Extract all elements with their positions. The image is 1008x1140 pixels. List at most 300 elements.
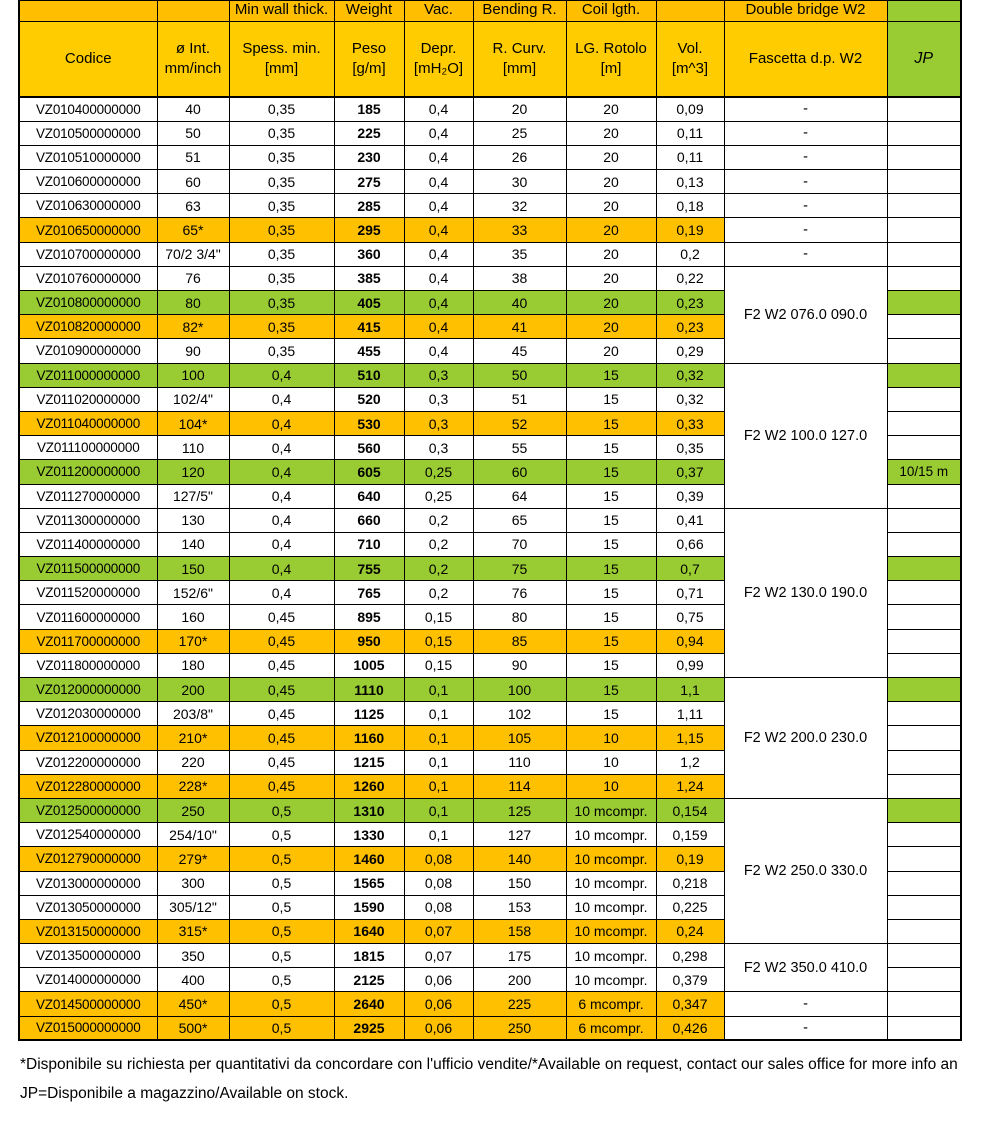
- cell-diameter: 228*: [157, 774, 229, 798]
- cell-code: VZ011600000000: [19, 605, 157, 629]
- cell-jp: [887, 291, 961, 315]
- cell-coil-length: 20: [566, 291, 656, 315]
- cell-fascetta-dash: -: [724, 97, 887, 121]
- cell-volume: 0,298: [656, 944, 724, 968]
- cell-bending-radius: 60: [473, 460, 566, 484]
- cell-jp: [887, 847, 961, 871]
- cell-min-wall-thickness: 0,35: [229, 218, 334, 242]
- cell-volume: 0,99: [656, 653, 724, 677]
- cell-bending-radius: 200: [473, 968, 566, 992]
- cell-vacuum: 0,07: [404, 944, 473, 968]
- column-header-1: [157, 22, 229, 98]
- cell-fascetta-group: F2 W2 130.0 190.0: [724, 508, 887, 677]
- cell-jp: [887, 750, 961, 774]
- cell-coil-length: 15: [566, 678, 656, 702]
- cell-weight: 1640: [334, 919, 404, 943]
- cell-vacuum: 0,3: [404, 411, 473, 435]
- column-header-label: Peso: [351, 40, 387, 57]
- column-header-6: [566, 22, 656, 98]
- cell-weight: 185: [334, 97, 404, 121]
- header-en-cell-4: [404, 1, 473, 22]
- column-header-label: R. Curv.: [492, 40, 547, 57]
- column-header-7: [656, 22, 724, 98]
- cell-jp: [887, 605, 961, 629]
- column-header-4: [404, 22, 473, 98]
- cell-jp: 10/15 m: [887, 460, 961, 484]
- cell-volume: 0,33: [656, 411, 724, 435]
- cell-min-wall-thickness: 0,4: [229, 557, 334, 581]
- column-header-label: LG. Rotolo: [575, 40, 647, 57]
- cell-min-wall-thickness: 0,4: [229, 508, 334, 532]
- cell-code: VZ011400000000: [19, 532, 157, 556]
- cell-bending-radius: 125: [473, 798, 566, 822]
- cell-min-wall-thickness: 0,45: [229, 678, 334, 702]
- cell-min-wall-thickness: 0,45: [229, 726, 334, 750]
- cell-diameter: 220: [157, 750, 229, 774]
- header-en-label: Min wall thick.: [234, 1, 329, 18]
- table-row: [19, 121, 961, 145]
- cell-volume: 0,11: [656, 145, 724, 169]
- cell-vacuum: 0,4: [404, 170, 473, 194]
- cell-jp: [887, 557, 961, 581]
- cell-bending-radius: 65: [473, 508, 566, 532]
- cell-weight: 1460: [334, 847, 404, 871]
- cell-code: VZ010820000000: [19, 315, 157, 339]
- cell-weight: 2125: [334, 968, 404, 992]
- cell-bending-radius: 75: [473, 557, 566, 581]
- column-header-label: Spess. min.: [242, 40, 321, 57]
- column-header-label: Depr.: [420, 40, 457, 57]
- cell-diameter: 82*: [157, 315, 229, 339]
- cell-volume: 0,23: [656, 315, 724, 339]
- cell-jp: [887, 653, 961, 677]
- cell-volume: 0,159: [656, 823, 724, 847]
- column-header-label: Fascetta d.p. W2: [748, 50, 863, 67]
- cell-code: VZ011270000000: [19, 484, 157, 508]
- cell-jp: [887, 798, 961, 822]
- cell-bending-radius: 20: [473, 97, 566, 121]
- cell-code: VZ010650000000: [19, 218, 157, 242]
- header-en-cell-7: [656, 1, 724, 22]
- column-header-label: ø Int.: [175, 40, 211, 57]
- cell-weight: 455: [334, 339, 404, 363]
- table-row: [19, 145, 961, 169]
- cell-diameter: 70/2 3/4": [157, 242, 229, 266]
- cell-coil-length: 10 mcompr.: [566, 968, 656, 992]
- cell-bending-radius: 102: [473, 702, 566, 726]
- column-header-label: [mm]: [264, 60, 299, 77]
- cell-volume: 0,2: [656, 242, 724, 266]
- cell-min-wall-thickness: 0,45: [229, 774, 334, 798]
- cell-diameter: 150: [157, 557, 229, 581]
- cell-diameter: 140: [157, 532, 229, 556]
- cell-vacuum: 0,15: [404, 605, 473, 629]
- cell-coil-length: 20: [566, 121, 656, 145]
- cell-vacuum: 0,1: [404, 774, 473, 798]
- cell-bending-radius: 150: [473, 871, 566, 895]
- cell-diameter: 279*: [157, 847, 229, 871]
- cell-code: VZ011300000000: [19, 508, 157, 532]
- cell-vacuum: 0,08: [404, 895, 473, 919]
- cell-vacuum: 0,07: [404, 919, 473, 943]
- cell-weight: 1125: [334, 702, 404, 726]
- cell-diameter: 500*: [157, 1016, 229, 1040]
- cell-weight: 385: [334, 266, 404, 290]
- table-row: [19, 194, 961, 218]
- cell-volume: 0,7: [656, 557, 724, 581]
- cell-jp: [887, 97, 961, 121]
- cell-diameter: 160: [157, 605, 229, 629]
- cell-volume: 0,347: [656, 992, 724, 1016]
- cell-vacuum: 0,15: [404, 629, 473, 653]
- cell-vacuum: 0,3: [404, 363, 473, 387]
- cell-code: VZ011500000000: [19, 557, 157, 581]
- cell-min-wall-thickness: 0,4: [229, 363, 334, 387]
- cell-volume: 0,426: [656, 1016, 724, 1040]
- cell-jp: [887, 339, 961, 363]
- cell-code: VZ010510000000: [19, 145, 157, 169]
- cell-fascetta-dash: -: [724, 218, 887, 242]
- cell-weight: 755: [334, 557, 404, 581]
- cell-diameter: 180: [157, 653, 229, 677]
- cell-jp: [887, 266, 961, 290]
- cell-diameter: 65*: [157, 218, 229, 242]
- cell-volume: 0,32: [656, 363, 724, 387]
- cell-min-wall-thickness: 0,45: [229, 702, 334, 726]
- cell-coil-length: 15: [566, 605, 656, 629]
- cell-min-wall-thickness: 0,5: [229, 919, 334, 943]
- cell-volume: 0,29: [656, 339, 724, 363]
- cell-code: VZ012280000000: [19, 774, 157, 798]
- cell-coil-length: 15: [566, 557, 656, 581]
- cell-vacuum: 0,4: [404, 97, 473, 121]
- cell-coil-length: 10: [566, 774, 656, 798]
- cell-code: VZ011040000000: [19, 411, 157, 435]
- cell-fascetta-dash: -: [724, 1016, 887, 1040]
- cell-diameter: 100: [157, 363, 229, 387]
- cell-vacuum: 0,4: [404, 266, 473, 290]
- cell-vacuum: 0,1: [404, 823, 473, 847]
- cell-code: VZ014000000000: [19, 968, 157, 992]
- column-header-8: [724, 22, 887, 98]
- cell-jp: [887, 411, 961, 435]
- cell-code: VZ012000000000: [19, 678, 157, 702]
- cell-weight: 765: [334, 581, 404, 605]
- cell-jp: [887, 484, 961, 508]
- cell-jp: [887, 992, 961, 1016]
- cell-volume: 0,09: [656, 97, 724, 121]
- cell-min-wall-thickness: 0,5: [229, 944, 334, 968]
- cell-weight: 640: [334, 484, 404, 508]
- cell-weight: 295: [334, 218, 404, 242]
- cell-weight: 895: [334, 605, 404, 629]
- cell-vacuum: 0,08: [404, 847, 473, 871]
- cell-diameter: 127/5": [157, 484, 229, 508]
- cell-min-wall-thickness: 0,5: [229, 871, 334, 895]
- header-en-cell-6: [566, 1, 656, 22]
- cell-vacuum: 0,25: [404, 460, 473, 484]
- cell-min-wall-thickness: 0,35: [229, 170, 334, 194]
- cell-code: VZ012030000000: [19, 702, 157, 726]
- cell-bending-radius: 153: [473, 895, 566, 919]
- cell-coil-length: 15: [566, 653, 656, 677]
- cell-diameter: 104*: [157, 411, 229, 435]
- cell-weight: 275: [334, 170, 404, 194]
- cell-min-wall-thickness: 0,4: [229, 532, 334, 556]
- cell-diameter: 120: [157, 460, 229, 484]
- cell-diameter: 130: [157, 508, 229, 532]
- cell-bending-radius: 52: [473, 411, 566, 435]
- cell-vacuum: 0,2: [404, 508, 473, 532]
- cell-bending-radius: 50: [473, 363, 566, 387]
- cell-volume: 0,71: [656, 581, 724, 605]
- cell-jp: [887, 968, 961, 992]
- header-en-cell-2: [229, 1, 334, 22]
- cell-min-wall-thickness: 0,5: [229, 895, 334, 919]
- footnote-jp-stock: JP=Disponibile a magazzino/Available on stock.: [20, 1085, 349, 1103]
- header-en-cell-0: [19, 1, 157, 22]
- cell-diameter: 350: [157, 944, 229, 968]
- cell-vacuum: 0,4: [404, 339, 473, 363]
- column-header-3: [334, 22, 404, 98]
- cell-bending-radius: 127: [473, 823, 566, 847]
- cell-weight: 605: [334, 460, 404, 484]
- cell-bending-radius: 35: [473, 242, 566, 266]
- cell-min-wall-thickness: 0,35: [229, 291, 334, 315]
- cell-code: VZ010400000000: [19, 97, 157, 121]
- cell-bending-radius: 64: [473, 484, 566, 508]
- header-en-label: Bending R.: [482, 1, 557, 18]
- cell-volume: 0,35: [656, 436, 724, 460]
- cell-coil-length: 20: [566, 194, 656, 218]
- cell-volume: 1,11: [656, 702, 724, 726]
- cell-jp: [887, 871, 961, 895]
- cell-volume: 0,13: [656, 170, 724, 194]
- cell-bending-radius: 55: [473, 436, 566, 460]
- column-header-label: [mH₂O]: [413, 60, 464, 77]
- cell-volume: 0,19: [656, 847, 724, 871]
- cell-bending-radius: 140: [473, 847, 566, 871]
- cell-bending-radius: 175: [473, 944, 566, 968]
- cell-diameter: 110: [157, 436, 229, 460]
- cell-coil-length: 20: [566, 339, 656, 363]
- cell-volume: 0,19: [656, 218, 724, 242]
- cell-coil-length: 20: [566, 145, 656, 169]
- cell-vacuum: 0,06: [404, 968, 473, 992]
- column-header-9: [887, 22, 961, 98]
- cell-weight: 1005: [334, 653, 404, 677]
- cell-diameter: 102/4": [157, 387, 229, 411]
- cell-min-wall-thickness: 0,5: [229, 823, 334, 847]
- column-header-label: [g/m]: [352, 60, 386, 77]
- cell-coil-length: 10 mcompr.: [566, 895, 656, 919]
- cell-coil-length: 15: [566, 484, 656, 508]
- cell-diameter: 254/10": [157, 823, 229, 847]
- cell-volume: 0,41: [656, 508, 724, 532]
- cell-code: VZ011200000000: [19, 460, 157, 484]
- cell-bending-radius: 32: [473, 194, 566, 218]
- cell-min-wall-thickness: 0,35: [229, 145, 334, 169]
- cell-diameter: 250: [157, 798, 229, 822]
- cell-diameter: 210*: [157, 726, 229, 750]
- footnotes: [20, 1050, 1008, 1108]
- cell-weight: 1110: [334, 678, 404, 702]
- cell-code: VZ013000000000: [19, 871, 157, 895]
- cell-min-wall-thickness: 0,35: [229, 266, 334, 290]
- cell-coil-length: 15: [566, 508, 656, 532]
- cell-min-wall-thickness: 0,35: [229, 194, 334, 218]
- cell-diameter: 170*: [157, 629, 229, 653]
- cell-weight: 510: [334, 363, 404, 387]
- table-row: [19, 170, 961, 194]
- cell-volume: 0,75: [656, 605, 724, 629]
- cell-diameter: 300: [157, 871, 229, 895]
- cell-weight: 950: [334, 629, 404, 653]
- cell-bending-radius: 105: [473, 726, 566, 750]
- cell-min-wall-thickness: 0,5: [229, 992, 334, 1016]
- cell-bending-radius: 110: [473, 750, 566, 774]
- column-header-label: Codice: [64, 50, 112, 67]
- column-header-label: mm/inch: [164, 60, 222, 77]
- cell-bending-radius: 76: [473, 581, 566, 605]
- cell-coil-length: 15: [566, 387, 656, 411]
- cell-vacuum: 0,06: [404, 1016, 473, 1040]
- cell-jp: [887, 532, 961, 556]
- cell-coil-length: 20: [566, 170, 656, 194]
- cell-weight: 2640: [334, 992, 404, 1016]
- cell-min-wall-thickness: 0,5: [229, 1016, 334, 1040]
- cell-diameter: 315*: [157, 919, 229, 943]
- cell-weight: 1160: [334, 726, 404, 750]
- cell-weight: 1815: [334, 944, 404, 968]
- cell-bending-radius: 250: [473, 1016, 566, 1040]
- cell-vacuum: 0,1: [404, 750, 473, 774]
- cell-min-wall-thickness: 0,35: [229, 97, 334, 121]
- cell-min-wall-thickness: 0,4: [229, 436, 334, 460]
- cell-coil-length: 20: [566, 266, 656, 290]
- header-en-label: Double bridge W2: [745, 1, 866, 18]
- cell-weight: 2925: [334, 1016, 404, 1040]
- column-header-label: Vol.: [677, 40, 703, 57]
- cell-jp: [887, 702, 961, 726]
- cell-volume: 0,32: [656, 387, 724, 411]
- cell-min-wall-thickness: 0,5: [229, 968, 334, 992]
- table-row: [19, 678, 961, 702]
- footnote-availability: *Disponibile su richiesta per quantitativi da concordare con l'ufficio vendite/*Available on request, contact our sales office for more info an: [20, 1056, 958, 1074]
- cell-fascetta-group: F2 W2 200.0 230.0: [724, 678, 887, 799]
- cell-code: VZ015000000000: [19, 1016, 157, 1040]
- table-row: [19, 218, 961, 242]
- cell-code: VZ010760000000: [19, 266, 157, 290]
- cell-jp: [887, 678, 961, 702]
- cell-volume: 0,225: [656, 895, 724, 919]
- cell-coil-length: 10 mcompr.: [566, 823, 656, 847]
- cell-min-wall-thickness: 0,45: [229, 750, 334, 774]
- cell-jp: [887, 823, 961, 847]
- cell-coil-length: 10 mcompr.: [566, 944, 656, 968]
- cell-coil-length: 20: [566, 218, 656, 242]
- cell-coil-length: 20: [566, 242, 656, 266]
- cell-fascetta-group: F2 W2 076.0 090.0: [724, 266, 887, 363]
- cell-diameter: 76: [157, 266, 229, 290]
- cell-coil-length: 15: [566, 629, 656, 653]
- column-header-2: [229, 22, 334, 98]
- cell-coil-length: 6 mcompr.: [566, 992, 656, 1016]
- cell-volume: 0,24: [656, 919, 724, 943]
- cell-bending-radius: 30: [473, 170, 566, 194]
- cell-volume: 0,94: [656, 629, 724, 653]
- cell-weight: 1215: [334, 750, 404, 774]
- cell-fascetta-dash: -: [724, 992, 887, 1016]
- cell-volume: 1,15: [656, 726, 724, 750]
- cell-code: VZ011800000000: [19, 653, 157, 677]
- cell-vacuum: 0,1: [404, 798, 473, 822]
- header-en-label: Weight: [345, 1, 393, 18]
- cell-volume: 0,66: [656, 532, 724, 556]
- cell-min-wall-thickness: 0,4: [229, 581, 334, 605]
- cell-volume: 0,154: [656, 798, 724, 822]
- cell-diameter: 80: [157, 291, 229, 315]
- header-en-cell-9: [887, 1, 961, 22]
- cell-weight: 225: [334, 121, 404, 145]
- cell-coil-length: 6 mcompr.: [566, 1016, 656, 1040]
- cell-min-wall-thickness: 0,4: [229, 411, 334, 435]
- table-row: [19, 798, 961, 822]
- cell-coil-length: 10 mcompr.: [566, 871, 656, 895]
- cell-fascetta-dash: -: [724, 121, 887, 145]
- header-en-cell-5: [473, 1, 566, 22]
- cell-weight: 360: [334, 242, 404, 266]
- cell-vacuum: 0,2: [404, 532, 473, 556]
- column-header-label: [m]: [600, 60, 622, 77]
- cell-fascetta-group: F2 W2 100.0 127.0: [724, 363, 887, 508]
- cell-coil-length: 10: [566, 750, 656, 774]
- cell-fascetta-dash: -: [724, 170, 887, 194]
- cell-diameter: 50: [157, 121, 229, 145]
- cell-coil-length: 15: [566, 581, 656, 605]
- table-row: [19, 363, 961, 387]
- cell-code: VZ014500000000: [19, 992, 157, 1016]
- cell-diameter: 63: [157, 194, 229, 218]
- cell-min-wall-thickness: 0,45: [229, 605, 334, 629]
- cell-fascetta-dash: -: [724, 194, 887, 218]
- cell-min-wall-thickness: 0,45: [229, 629, 334, 653]
- cell-bending-radius: 26: [473, 145, 566, 169]
- cell-weight: 1590: [334, 895, 404, 919]
- cell-coil-length: 10 mcompr.: [566, 847, 656, 871]
- cell-diameter: 51: [157, 145, 229, 169]
- cell-volume: 0,18: [656, 194, 724, 218]
- cell-weight: 1260: [334, 774, 404, 798]
- cell-code: VZ010900000000: [19, 339, 157, 363]
- cell-bending-radius: 51: [473, 387, 566, 411]
- table-row: [19, 944, 961, 968]
- column-header-label: JP: [914, 50, 934, 67]
- cell-code: VZ013500000000: [19, 944, 157, 968]
- cell-volume: 0,218: [656, 871, 724, 895]
- cell-jp: [887, 1016, 961, 1040]
- cell-vacuum: 0,06: [404, 992, 473, 1016]
- cell-code: VZ012100000000: [19, 726, 157, 750]
- cell-min-wall-thickness: 0,4: [229, 484, 334, 508]
- cell-min-wall-thickness: 0,4: [229, 387, 334, 411]
- cell-vacuum: 0,1: [404, 678, 473, 702]
- cell-coil-length: 10: [566, 726, 656, 750]
- cell-jp: [887, 145, 961, 169]
- table-row: [19, 1016, 961, 1040]
- table-row: [19, 508, 961, 532]
- table-row: [19, 242, 961, 266]
